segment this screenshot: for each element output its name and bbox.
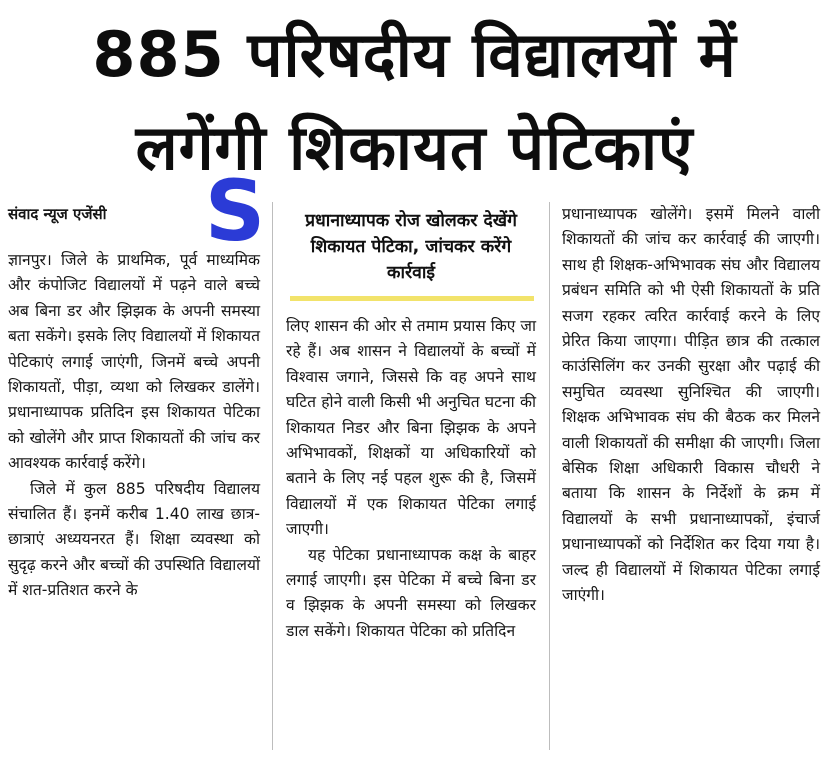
headline-line-1: 885 परिषदीय विद्यालयों में xyxy=(92,18,737,91)
paragraph: प्रधानाध्यापक खोलेंगे। इसमें मिलने वाली शिकायतों की जांच कर कार्रवाई की जाएगी। साथ ही शिक्षक-अभिभावक संघ और विद्यालय प्रबंधन समिति को भी ऐसी शिकायतों के प्रति सजग रहकर त्वरित कार्रवाई करने के लिए प्रेरित किया जाएगा। पीड़ित छात्र की तत्काल काउंसिलिंग कर उनकी सुरक्षा और पढ़ाई की समुचित व्यवस्था सुनिश्चित की जाएगी। शिक्षक अभिभावक संघ की बैठक कर मिलने वाली शिकायतों की समीक्षा की जाएगी। जिला बेसिक शिक्षा अधिकारी विकास चौधरी ने बताया कि शासन के निर्देशों के क्रम में विद्यालयों के सभी प्रधानाध्यापकों, इंचार्ज प्रधानाध्यापकों को निर्देशित कर दिया गया है। जल्द ही विद्यालयों में शिकायत पेटिका लगाई जाएंगी। xyxy=(562,205,820,605)
article-column-1 xyxy=(8,202,260,604)
byline: संवाद न्यूज एजेंसी xyxy=(8,205,107,223)
column-divider xyxy=(549,202,550,750)
article-column-3 xyxy=(562,202,820,609)
column-divider xyxy=(272,202,273,750)
paragraph: यह पेटिका प्रधानाध्यापक कक्ष के बाहर लगाई जाएगी। इस पेटिका में बच्चे बिना डर व झिझक के अपनी समस्या को लिखकर डाल सकेंगे। शिकायत पेटिका को प्रतिदिन xyxy=(286,545,536,640)
subheadline: प्रधानाध्यापक रोज खोलकर देखेंगे शिकायत पेटिका, जांचकर करेंगे कार्रवाई xyxy=(305,211,517,283)
paragraph: लिए शासन की ओर से तमाम प्रयास किए जा रहे हैं। अब शासन ने विद्यालयों के बच्चों में विश्वास जगाने, जिससे कि वह अपने साथ घटित होने वाली किसी भी अनुचित घटना की शिकायत निडर और बिना झिझक के अपने अभिभावकों, शिक्षकों या अधिकारियों को बताने के लिए नई पहल शुरू की है, जिसमें विद्यालयों में एक शिकायत पेटिका लगाई जाएगी। xyxy=(286,317,536,539)
subheadline-underline xyxy=(290,296,534,301)
paragraph: जिले में कुल 885 परिषदीय विद्यालय संचालित हैं। इनमें करीब 1.40 लाख छात्र-छात्राएं अध्ययनरत हैं। शिक्षा व्यवस्था को सुदृढ़ करने और बच्चों की उपस्थिति विद्यालयों में शत-प्रतिशत करने के xyxy=(8,479,260,600)
paragraph: ज्ञानपुर। जिले के प्राथमिक, पूर्व माध्यमिक और कंपोजिट विद्यालयों में पढ़ने वाले बच्चे अब बिना डर और झिझक के अपनी समस्या बता सकेंगे। इसके लिए विद्यालयों में शिकायत पेटिकाएं लगाई जाएंगी, जिनमें बच्चे अपनी शिकायतों, पीड़ा, व्यथा को लिखकर डालेंगे। प्रधानाध्यापक प्रतिदिन इस शिकायत पेटिका को खोलेंगे और प्राप्त शिकायतों की जांच कर आवश्यक कार्रवाई करेंगे। xyxy=(8,251,260,473)
publisher-logo-icon: S xyxy=(204,162,266,260)
headline-line-2: लगेंगी शिकायत पेटिकाएं xyxy=(135,111,694,184)
